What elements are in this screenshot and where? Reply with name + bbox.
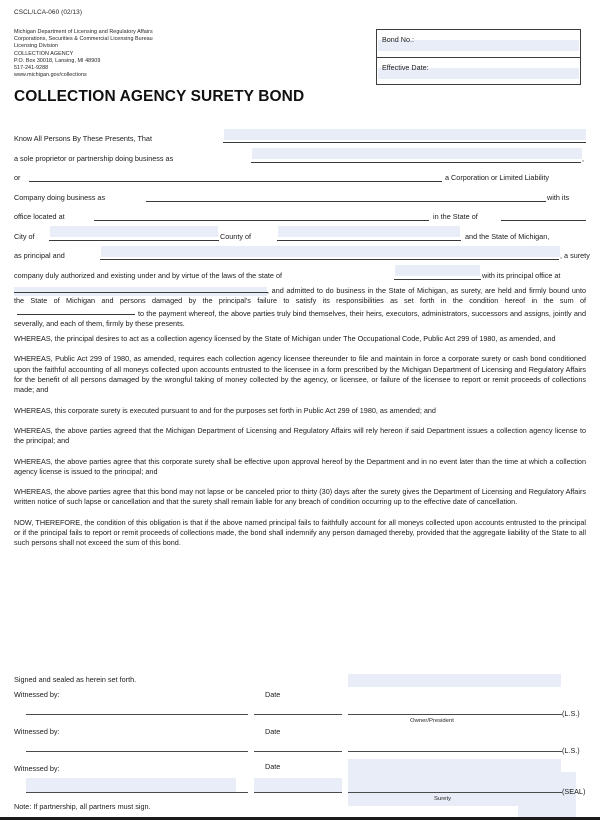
form-line-2-label: a sole proprietor or partnership doing business as (14, 153, 174, 163)
surety-principal-office-rule (14, 292, 268, 293)
date-label-1: Date (265, 690, 281, 699)
witnessed-by-label-2: Witnessed by: (14, 727, 60, 736)
bond-obligation-paragraph (14, 284, 586, 329)
whereas-3: WHEREAS, this corporate surety is executed pursuant to and for the purposes set forth in Public Act 299 of 1980, as amended; and (14, 405, 436, 415)
effective-date-label: Effective Date: (382, 63, 429, 72)
form-line-7 (14, 245, 590, 265)
agency-address-block (14, 29, 153, 79)
form-line-1 (14, 128, 586, 148)
company-dba-rule[interactable] (146, 201, 546, 202)
form-line-5-suffix: in the State of (433, 212, 478, 221)
form-line-5 (14, 206, 586, 226)
principal-name-rule (223, 142, 586, 143)
date-label-2: Date (265, 727, 281, 736)
form-line-2 (14, 148, 586, 168)
now-therefore-paragraph: NOW, THEREFORE, the condition of this obligation is that if the above named principal fails to faithfully account for all moneys collected upon accounts entrusted to the principal or if the principal fails to report or remit proceeds of collections made, the bond shall indemnify any person damaged thereby, provided that the aggregate liability of the State to all such persons shall not exceed the sum of this bond. (14, 517, 586, 548)
form-line-6-label: City of (14, 231, 35, 241)
document-body (14, 128, 590, 549)
bond-sum-rule[interactable] (17, 307, 135, 315)
page-title: COLLECTION AGENCY SURETY BOND (14, 88, 305, 105)
ls-marker-2: (L.S.) (562, 746, 580, 755)
bond-info-box (376, 29, 581, 85)
form-line-3 (14, 167, 586, 187)
witness-signature-rule-3[interactable] (26, 792, 248, 793)
surety-signature-rule[interactable] (348, 751, 562, 752)
bond-obligation-a: , and admitted to do business in the State of Michigan, as surety, are held and firmly bound unto the State of Michigan and persons damaged by the principal's failure to satisfy its responsibilities as set forth in the condition hereof in the sum of (14, 286, 586, 306)
agency-line: Corporations, Securities & Commercial Licensing Bureau (14, 36, 153, 43)
form-line-1-label: Know All Persons By These Presents, That (14, 134, 152, 143)
witness-signature-rule-2[interactable] (26, 751, 248, 752)
form-line-8-label: company duly authorized and existing under and by virtue of the laws of the state of (14, 270, 283, 280)
whereas-2: WHEREAS, Public Act 299 of 1980, as amended, requires each collection agency licensee thereunder to file and maintain in force a corporate surety or cash bond conditioned upon the faithful accounting of all moneys collected upon accounts entrusted to the licensee in a form prescribed by the Michigan Department of Licensing and Regulatory Affairs for the benefit of all persons damaged by the wrongful taking of money collected by the agency, or licensee, or failure of the licensee to report or remit proceeds of collections made; and (14, 354, 586, 395)
date-rule-3[interactable] (254, 792, 342, 793)
bond-number-row[interactable] (377, 30, 580, 57)
witness-field-3[interactable] (26, 778, 236, 792)
form-line-4 (14, 187, 586, 207)
date-field-3[interactable] (254, 778, 342, 792)
form-line-6-suffix: and the State of Michigan, (465, 231, 550, 241)
surety-company-rule (100, 259, 559, 260)
signed-sealed-label: Signed and sealed as herein set forth. (14, 675, 137, 684)
date-rule-2[interactable] (254, 751, 342, 752)
bond-number-label: Bond No.: (382, 35, 414, 44)
principal-name-field[interactable] (224, 129, 586, 140)
form-line-4-label: Company doing business as (14, 192, 106, 202)
surety-label: Surety (434, 796, 452, 802)
agency-line: www.michigan.gov/collections (14, 72, 87, 79)
surety-rule[interactable] (348, 792, 562, 793)
county-rule (277, 240, 461, 241)
form-code: CSCL/LCA-060 (02/13) (14, 9, 83, 16)
form-line-5-label: office located at (14, 212, 65, 221)
agency-line: Michigan Department of Licensing and Regulatory Affairs (14, 29, 153, 35)
whereas-4: WHEREAS, the above parties agreed that the Michigan Department of Licensing and Regulatory Affairs will rely hereon if said Department issues a collection agency license to the principal; and (14, 425, 586, 446)
effective-date-row[interactable] (377, 57, 580, 84)
witness-signature-rule-1[interactable] (26, 714, 248, 715)
sole-proprietor-dba-field[interactable] (252, 148, 582, 159)
date-rule-1[interactable] (254, 714, 342, 715)
sole-proprietor-dba-rule (251, 162, 581, 163)
form-line-6-county-label: County of (220, 231, 252, 241)
ls-marker-1: (L.S.) (562, 709, 580, 718)
principal-signature-rule[interactable] (348, 714, 562, 715)
form-line-8-suffix: with its principal office at (482, 270, 561, 280)
witnessed-by-label-1: Witnessed by: (14, 690, 60, 699)
bond-obligation-text-a (14, 284, 586, 329)
form-line-7-suffix: , a surety (560, 251, 590, 260)
note-text: Note: If partnership, all partners must sign. (14, 802, 151, 811)
form-line-4-suffix: with its (547, 192, 570, 202)
seal-area-field[interactable] (518, 772, 576, 820)
form-line-8 (14, 265, 586, 285)
city-field[interactable] (50, 226, 218, 237)
city-rule (49, 240, 219, 241)
agency-line: COLLECTION AGENCY (14, 50, 74, 57)
owner-president-label: Owner/President (410, 718, 454, 724)
corporation-name-rule[interactable] (29, 181, 442, 182)
form-line-2-comma: , (582, 153, 585, 163)
whereas-6: WHEREAS, the above parties agree that this bond may not lapse or be canceled prior to thirty (30) days after the surety gives the Department of Licensing and Regulatory Affairs written notice of such lapse or cancellation and that the surety shall remain liable for any breach of condition occurring up to the effective date of cancellation. (14, 487, 586, 507)
form-line-3-suffix: a Corporation or Limited Liability (445, 173, 549, 182)
office-state-rule[interactable] (501, 220, 586, 221)
form-line-6 (14, 226, 586, 246)
whereas-5: WHEREAS, the above parties agree that this corporate surety shall be effective upon approval hereof by the Department and in no event later than the time at which a collection agency license is issued to the principal; and (14, 456, 586, 476)
form-line-7-label: as principal and (14, 251, 65, 260)
agency-line: Licensing Division (14, 43, 59, 50)
principal-signature-field[interactable] (348, 674, 561, 687)
surety-state-rule (394, 279, 481, 280)
seal-marker: (SEAL) (562, 787, 586, 796)
agency-line: 517-241-9288 (14, 65, 49, 72)
date-label-3: Date (265, 762, 281, 771)
surety-company-field[interactable] (101, 246, 560, 257)
bond-obligation-b: to the payment whereof, the above parties truly bind themselves, their heirs, executors, administrators, successors and assigns, jointly and severally, and each of them, firmly by these presents. (14, 308, 586, 328)
form-line-3-label: or (14, 173, 21, 182)
county-field[interactable] (278, 226, 460, 237)
office-address-rule[interactable] (94, 220, 429, 221)
surety-state-field[interactable] (395, 265, 480, 276)
witnessed-by-label-3: Witnessed by: (14, 764, 60, 773)
whereas-1: WHEREAS, the principal desires to act as a collection agency licensed by the State of Michigan under The Occupational Code, Public Act 299 of 1980, as amended, and (14, 334, 556, 344)
agency-line: P.O. Box 30018, Lansing, MI 48909 (14, 57, 101, 64)
